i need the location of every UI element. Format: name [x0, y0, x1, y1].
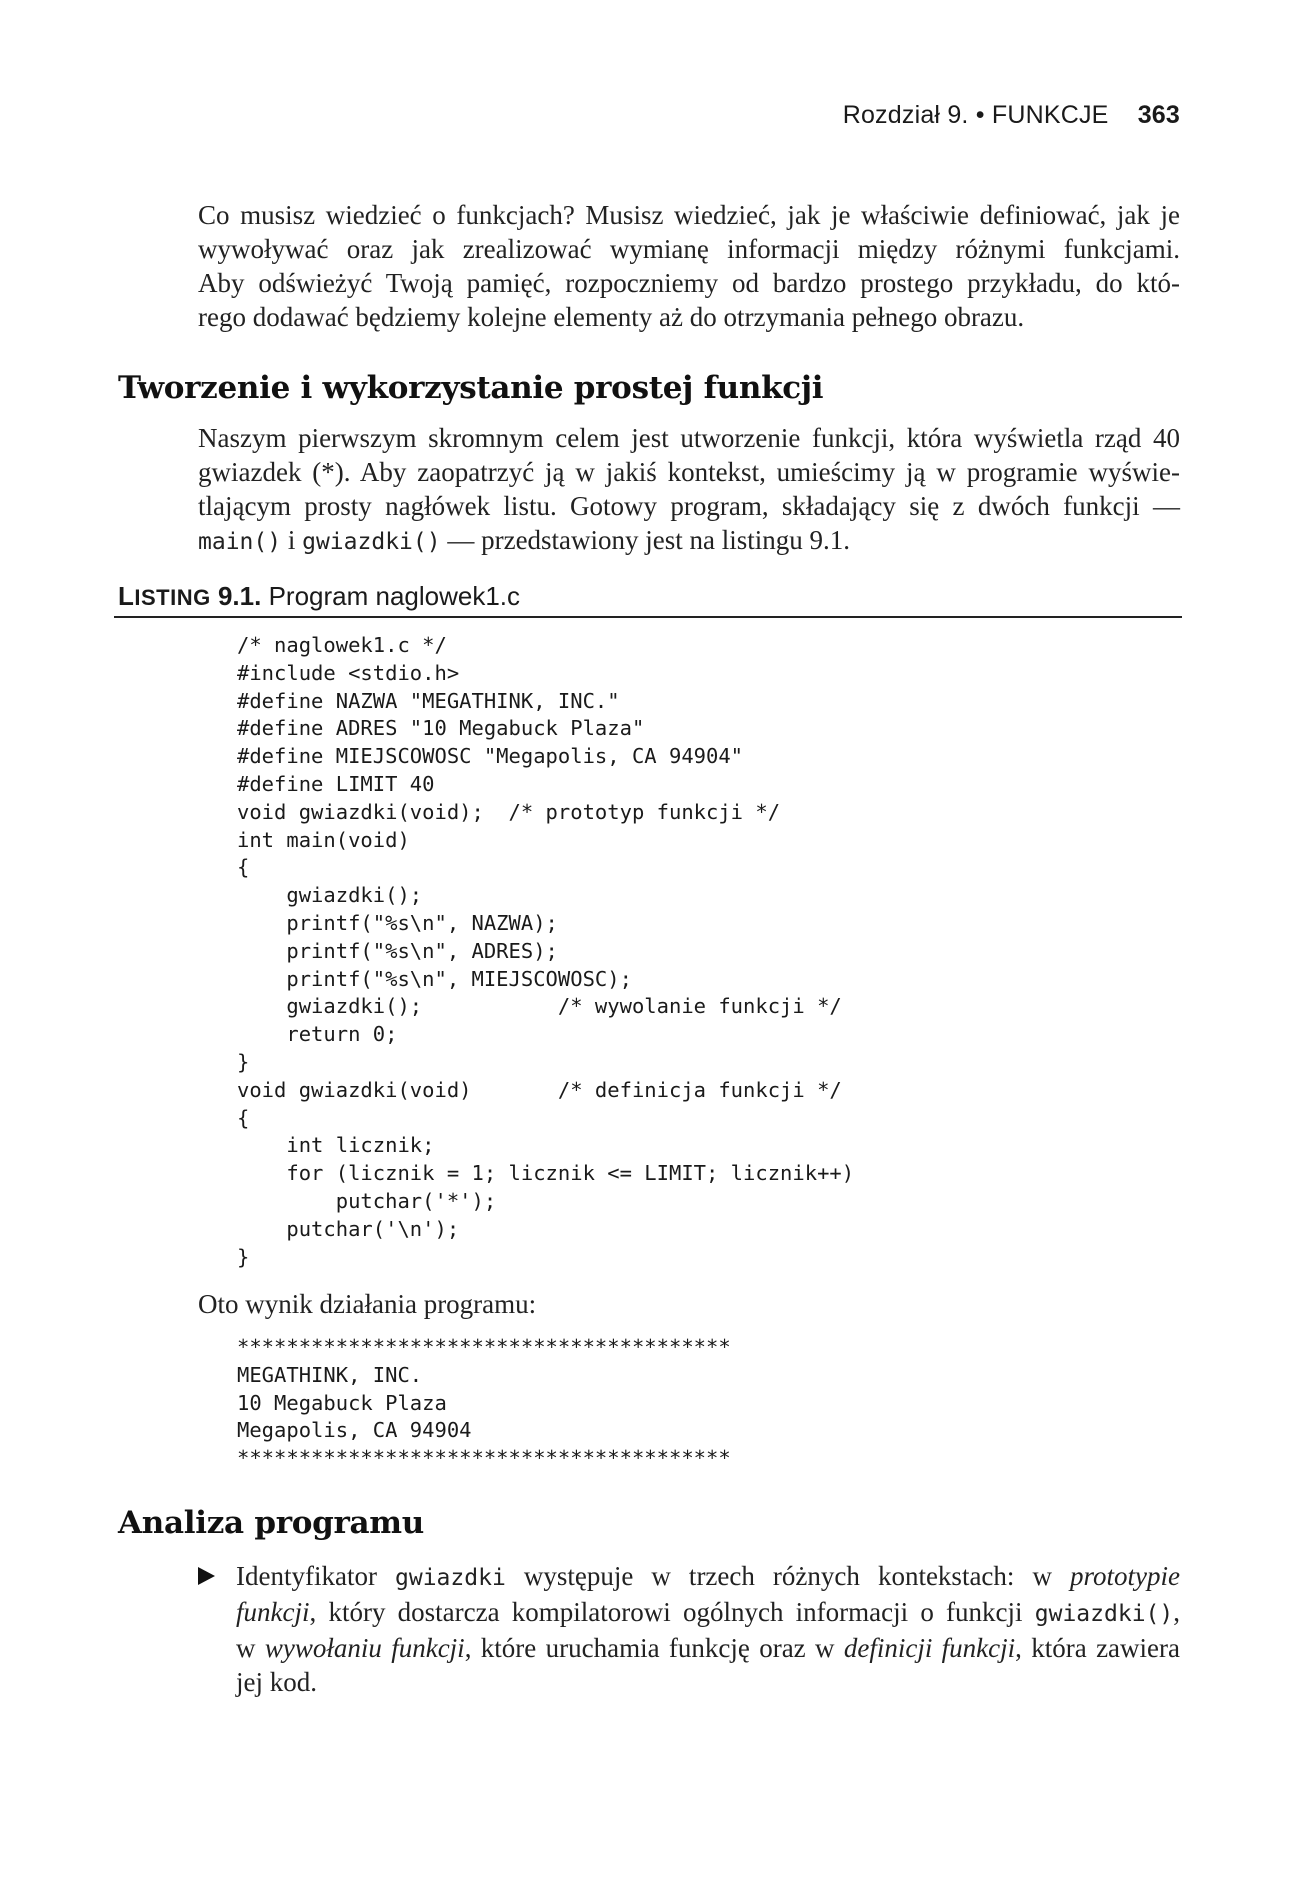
listing-caption — [118, 581, 520, 612]
code-line: for (licznik = 1; licznik <= LIMIT; licznik++) — [237, 1161, 855, 1186]
listing-title: Program naglowek1.c — [268, 581, 521, 611]
output-intro: Oto wynik działania programu: — [198, 1289, 537, 1319]
section-heading-analiza: Analiza programu — [118, 1505, 425, 1541]
emphasis: prototypie — [1070, 1561, 1181, 1591]
output-line: **************************************** — [237, 1446, 731, 1471]
emphasis: wywołaniu funkcji — [264, 1633, 465, 1663]
triangle-bullet-icon — [198, 1567, 215, 1585]
code-line: gwiazdki(); — [237, 883, 423, 908]
code-line: #define MIEJSCOWOSC "Megapolis, CA 94904" — [237, 744, 744, 769]
inline-text: — przedstawiony jest na listingu 9.1. — [440, 525, 851, 555]
code-line: return 0; — [237, 1022, 398, 1047]
section-heading-tworzenie: Tworzenie i wykorzystanie prostej funkcji — [118, 370, 824, 406]
code-line: printf("%s\n", MIEJSCOWOSC); — [237, 966, 632, 991]
emphasis: definicji funkcji — [843, 1633, 1016, 1663]
code-line: printf("%s\n", NAZWA); — [237, 910, 558, 935]
listing-label: LISTING — [118, 581, 211, 611]
code-line: putchar('*'); — [237, 1188, 497, 1213]
output-line: **************************************** — [237, 1335, 731, 1359]
code-line: void gwiazdki(void) /* definicja funkcji */ — [237, 1077, 842, 1102]
intro-line: rego dodawać będziemy kolejne elementy aż do otrzymania pełnego obrazu. — [198, 302, 1025, 332]
code-line: #define ADRES "10 Megabuck Plaza" — [237, 716, 645, 741]
emphasis: funkcji — [236, 1597, 310, 1627]
code-line: putchar('\n'); — [237, 1216, 460, 1241]
inline-text: i — [281, 525, 303, 555]
code-line: printf("%s\n", ADRES); — [237, 938, 558, 963]
inline-code-gwiazdki-call: gwiazdki() — [1034, 1601, 1174, 1627]
page-number: 363 — [1137, 101, 1180, 129]
program-output — [237, 1334, 731, 1473]
code-line: int licznik; — [237, 1133, 435, 1158]
inline-code-gwiazdki: gwiazdki() — [302, 529, 441, 555]
section1-line — [198, 523, 1180, 559]
bullet-text: Identyfikator gwiazdki występuje w trzech różnych kontekstach: w prototypie funkcji, który dostarcza kompilatorowi ogólnych informacji o funkcji gwiazdki(), w wywołaniu funkcji, które uruchamia funkcję oraz w definicji funkcji, która zawiera jej kod. — [236, 1561, 1181, 1697]
code-line: { — [237, 855, 250, 880]
code-line: void gwiazdki(void); /* prototyp funkcji */ — [237, 799, 781, 824]
section1-line: tlającym prosty nagłówek listu. Gotowy program, składający się z dwóch funkcji — — [198, 491, 1180, 521]
code-line: #include <stdio.h> — [237, 660, 460, 685]
intro-paragraph — [198, 198, 1180, 334]
code-line: gwiazdki(); /* wywolanie funkcji */ — [237, 994, 842, 1019]
inline-code-main: main() — [198, 529, 282, 555]
output-line: MEGATHINK, INC. — [237, 1362, 423, 1387]
listing-number: 9.1. — [217, 581, 262, 611]
intro-line: Aby odświeżyć Twoją pamięć, rozpoczniemy od bardzo prostego przykładu, do któ- — [198, 268, 1180, 298]
intro-line: wywoływać oraz jak zrealizować wymianę informacji między różnymi funkcjami. — [198, 234, 1180, 264]
code-line: #define NAZWA "MEGATHINK, INC." — [237, 688, 620, 713]
section1-line: Naszym pierwszym skromnym celem jest utworzenie funkcji, która wyświetla rząd 40 — [198, 423, 1180, 453]
code-listing — [237, 632, 854, 1271]
inline-code-gwiazdki: gwiazdki — [395, 1565, 506, 1591]
intro-line: Co musisz wiedzieć o funkcjach? Musisz wiedzieć, jak je właściwie definiować, jak je — [198, 200, 1180, 230]
chapter-title: FUNKCJE — [991, 101, 1109, 129]
code-line: } — [237, 1244, 250, 1269]
code-line: /* naglowek1.c */ — [237, 633, 447, 657]
code-line: { — [237, 1105, 250, 1130]
separator-bullet: • — [975, 101, 985, 129]
output-line: Megapolis, CA 94904 — [237, 1418, 472, 1443]
code-line: } — [237, 1049, 250, 1074]
code-line: #define LIMIT 40 — [237, 771, 435, 796]
running-head — [843, 101, 1180, 130]
chapter-label: Rozdział 9. — [842, 101, 969, 129]
output-line: 10 Megabuck Plaza — [237, 1390, 447, 1415]
section1-line: gwiazdek (*). Aby zaopatrzyć ją w jakiś kontekst, umieścimy ją w programie wyświe- — [198, 457, 1180, 487]
section1-paragraph — [198, 421, 1180, 559]
code-line: int main(void) — [237, 827, 410, 852]
listing-rule — [114, 616, 1182, 618]
